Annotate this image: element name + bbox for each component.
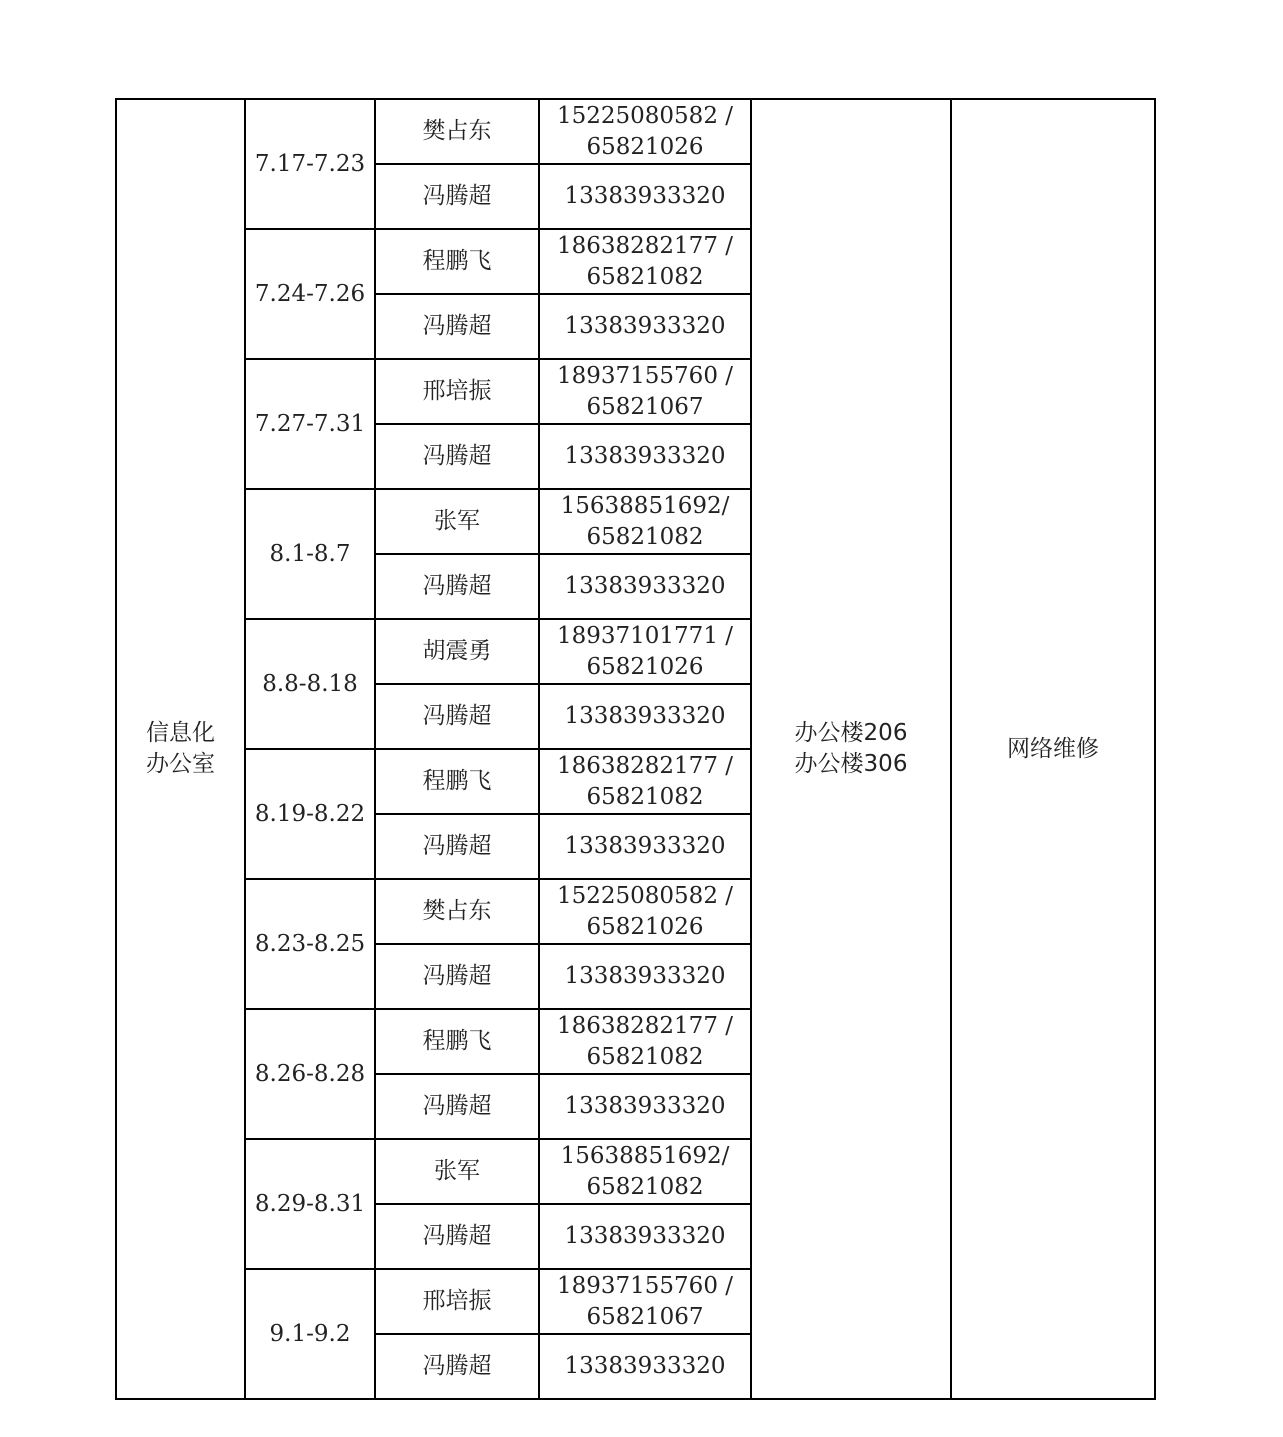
phone-primary: 18937155760 / bbox=[556, 1272, 734, 1299]
phone-cell bbox=[539, 749, 751, 814]
staff-name: 邢培振 bbox=[375, 359, 539, 424]
staff-name: 胡震勇 bbox=[375, 619, 539, 684]
phone-cell bbox=[539, 684, 751, 749]
staff-name: 冯腾超 bbox=[375, 1334, 539, 1399]
staff-name: 樊占东 bbox=[375, 879, 539, 944]
duty-period: 7.17-7.23 bbox=[245, 99, 375, 229]
staff-name: 樊占东 bbox=[375, 99, 539, 164]
phone-primary: 13383933320 bbox=[564, 703, 726, 729]
phone-office: 65821067 bbox=[586, 393, 704, 420]
duty-period: 7.24-7.26 bbox=[245, 229, 375, 359]
phone-cell bbox=[539, 944, 751, 1009]
staff-name: 邢培振 bbox=[375, 1269, 539, 1334]
phone-cell bbox=[539, 1269, 751, 1334]
staff-name: 冯腾超 bbox=[375, 554, 539, 619]
phone-cell bbox=[539, 1074, 751, 1139]
phone-primary: 18937101771 / bbox=[556, 622, 734, 649]
staff-name: 冯腾超 bbox=[375, 1204, 539, 1269]
phone-cell bbox=[539, 99, 751, 164]
duty-period: 8.23-8.25 bbox=[245, 879, 375, 1009]
duty-period: 8.1-8.7 bbox=[245, 489, 375, 619]
phone-primary: 15225080582 / bbox=[556, 102, 734, 129]
phone-primary: 15638851692/ bbox=[560, 1142, 730, 1169]
phone-cell bbox=[539, 1139, 751, 1204]
staff-name: 冯腾超 bbox=[375, 944, 539, 1009]
phone-cell bbox=[539, 1334, 751, 1399]
duty-period: 8.8-8.18 bbox=[245, 619, 375, 749]
phone-office: 65821026 bbox=[586, 133, 704, 160]
phone-cell bbox=[539, 294, 751, 359]
phone-office: 65821067 bbox=[586, 1303, 704, 1330]
phone-primary: 13383933320 bbox=[564, 1093, 726, 1119]
phone-office: 65821082 bbox=[586, 263, 704, 290]
phone-primary: 15638851692/ bbox=[560, 492, 730, 519]
phone-cell bbox=[539, 424, 751, 489]
location-line2: 办公楼306 bbox=[794, 751, 908, 777]
phone-cell bbox=[539, 619, 751, 684]
phone-cell bbox=[539, 359, 751, 424]
location-cell bbox=[751, 99, 951, 1399]
department-line2: 办公室 bbox=[146, 751, 215, 777]
phone-cell bbox=[539, 1204, 751, 1269]
schedule-body bbox=[116, 99, 1155, 1399]
staff-name: 冯腾超 bbox=[375, 814, 539, 879]
staff-name: 冯腾超 bbox=[375, 294, 539, 359]
duty-period: 8.26-8.28 bbox=[245, 1009, 375, 1139]
duty-period: 8.19-8.22 bbox=[245, 749, 375, 879]
phone-cell bbox=[539, 489, 751, 554]
staff-name: 程鹏飞 bbox=[375, 749, 539, 814]
phone-primary: 13383933320 bbox=[564, 1353, 726, 1379]
phone-cell bbox=[539, 164, 751, 229]
department-cell bbox=[116, 99, 245, 1399]
phone-primary: 13383933320 bbox=[564, 573, 726, 599]
staff-name: 程鹏飞 bbox=[375, 1009, 539, 1074]
phone-cell bbox=[539, 879, 751, 944]
phone-cell bbox=[539, 814, 751, 879]
phone-primary: 18638282177 / bbox=[556, 232, 734, 259]
phone-office: 65821082 bbox=[586, 1173, 704, 1200]
staff-name: 张军 bbox=[375, 489, 539, 554]
phone-office: 65821026 bbox=[586, 653, 704, 680]
phone-office: 65821082 bbox=[586, 1043, 704, 1070]
phone-cell bbox=[539, 229, 751, 294]
phone-primary: 13383933320 bbox=[564, 1223, 726, 1249]
duty-period: 7.27-7.31 bbox=[245, 359, 375, 489]
staff-name: 冯腾超 bbox=[375, 164, 539, 229]
duty-period: 9.1-9.2 bbox=[245, 1269, 375, 1399]
phone-primary: 13383933320 bbox=[564, 443, 726, 469]
phone-primary: 18638282177 / bbox=[556, 752, 734, 779]
phone-primary: 18638282177 / bbox=[556, 1012, 734, 1039]
phone-office: 65821082 bbox=[586, 523, 704, 550]
table-row bbox=[116, 99, 1155, 164]
phone-office: 65821082 bbox=[586, 783, 704, 810]
phone-primary: 13383933320 bbox=[564, 313, 726, 339]
phone-office: 65821026 bbox=[586, 913, 704, 940]
service-cell: 网络维修 bbox=[951, 99, 1155, 1399]
phone-primary: 15225080582 / bbox=[556, 882, 734, 909]
duty-schedule-table bbox=[115, 98, 1156, 1400]
staff-name: 程鹏飞 bbox=[375, 229, 539, 294]
staff-name: 冯腾超 bbox=[375, 1074, 539, 1139]
phone-primary: 13383933320 bbox=[564, 183, 726, 209]
staff-name: 冯腾超 bbox=[375, 424, 539, 489]
location-line1: 办公楼206 bbox=[794, 720, 908, 746]
department-line1: 信息化 bbox=[146, 720, 215, 746]
phone-primary: 13383933320 bbox=[564, 833, 726, 859]
phone-cell bbox=[539, 1009, 751, 1074]
phone-primary: 13383933320 bbox=[564, 963, 726, 989]
phone-cell bbox=[539, 554, 751, 619]
duty-period: 8.29-8.31 bbox=[245, 1139, 375, 1269]
staff-name: 张军 bbox=[375, 1139, 539, 1204]
phone-primary: 18937155760 / bbox=[556, 362, 734, 389]
staff-name: 冯腾超 bbox=[375, 684, 539, 749]
